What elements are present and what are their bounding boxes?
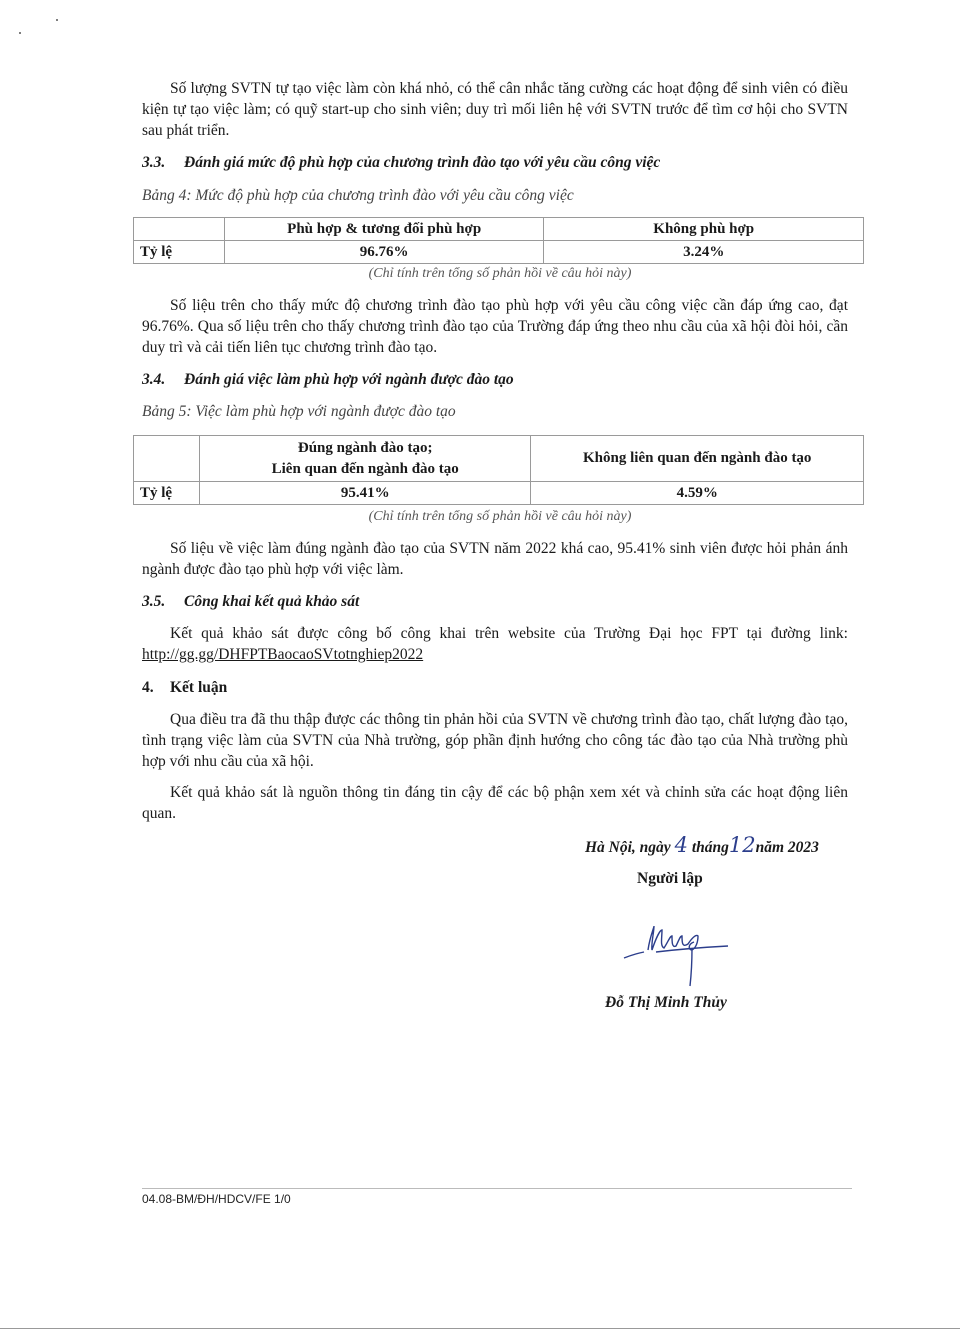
report-link[interactable]: http://gg.gg/DHFPTBaocaoSVtotnghiep2022 — [142, 646, 424, 663]
table-4 — [133, 217, 864, 264]
section-3-5-title: Công khai kết quả khảo sát — [184, 593, 360, 610]
table-5-value-unrelated: 4.59% — [531, 482, 864, 505]
footer-form-code: 04.08-BM/ĐH/HDCV/FE 1/0 — [142, 1192, 291, 1206]
date-prefix: Hà Nội, ngày — [585, 839, 675, 856]
table-4-row-label: Tỷ lệ — [134, 241, 225, 264]
handwritten-signature — [618, 918, 748, 990]
table-5-header-related-line2: Liên quan đến ngành đào tạo — [271, 460, 459, 477]
date-month-label: tháng — [687, 839, 729, 856]
table-5-header-related — [199, 436, 531, 482]
section-3-3-title: Đánh giá mức độ phù hợp của chương trình đào tạo với yêu cầu công việc — [184, 154, 661, 171]
table-row — [134, 482, 864, 505]
signer-name: Đỗ Thị Minh Thủy — [605, 994, 727, 1011]
conclusion-paragraph-1: Qua điều tra đã thu thập được các thông tin phản hồi của SVTN về chương trình đào tạo, chất lượng đào tạo, tình trạng việc làm của SVTN của Nhà trường, góp phần định hướng cho công tác đào tạo của Nhà trường phù hợp với nhu cầu của xã hội. — [142, 711, 848, 770]
section-3-4-title: Đánh giá việc làm phù hợp với ngành được đào tạo — [184, 371, 514, 388]
table-4-note: (Chỉ tính trên tổng số phản hồi về câu hỏi này) — [368, 266, 632, 281]
table-4-header-fit: Phù hợp & tương đối phù hợp — [224, 218, 544, 241]
table-row — [134, 241, 864, 264]
conclusion-paragraph-2: Kết quả khảo sát là nguồn thông tin đáng tin cậy để các bộ phận xem xét và chỉnh sửa các hoạt động liên quan. — [142, 784, 848, 822]
table-5-value-related: 95.41% — [199, 482, 531, 505]
table-5-caption: Bảng 5: Việc làm phù hợp với ngành được đào tạo — [142, 403, 456, 420]
section-3-5-number: 3.5. — [142, 593, 166, 610]
table-5-note: (Chỉ tính trên tổng số phản hồi về câu hỏi này) — [368, 509, 632, 524]
table-5 — [133, 435, 864, 505]
table-5-header-related-line1: Đúng ngành đào tạo; — [297, 439, 433, 456]
section-3-3-paragraph: Số liệu trên cho thấy mức độ chương trình đào tạo phù hợp với yêu cầu công việc cần đáp ứng cao, đạt 96.76%. Qua số liệu trên cho thấy chương trình đào tạo của Trường đáp ứng theo nhu cầu của xã hội đòi hỏi, cần duy trì và cải tiến liên tục chương trình đào tạo. — [142, 297, 848, 356]
date-day-handwritten: 4 — [674, 833, 688, 857]
section-3-5-heading — [142, 591, 359, 612]
table-5-header-row — [134, 436, 864, 482]
section-3-3-heading — [142, 152, 660, 173]
table-4-header-not-fit: Không phù hợp — [544, 218, 864, 241]
section-3-4-heading — [142, 369, 514, 390]
table-4-header-row — [134, 218, 864, 241]
signature-date-line — [585, 835, 819, 858]
table-4-caption: Bảng 4: Mức độ phù hợp của chương trình đào với yêu cầu công việc — [142, 187, 574, 204]
section-4-number: 4. — [142, 679, 154, 696]
section-3-5-text: Kết quả khảo sát được công bố công khai trên website của Trường Đại học FPT tại đường link: — [170, 625, 848, 642]
section-4-heading — [142, 677, 227, 698]
table-5-header-unrelated: Không liên quan đến ngành đào tạo — [531, 436, 864, 482]
section-3-3-number: 3.3. — [142, 154, 166, 171]
scan-specks — [0, 0, 80, 40]
table-4-value-not-fit: 3.24% — [544, 241, 864, 264]
date-year-label: năm 2023 — [755, 839, 819, 856]
table-4-value-fit: 96.76% — [224, 241, 544, 264]
signature-role: Người lập — [637, 870, 703, 887]
table-4-header-empty — [134, 218, 225, 241]
table-5-header-empty — [134, 436, 200, 482]
section-4-title: Kết luận — [170, 679, 228, 696]
section-3-4-paragraph: Số liệu về việc làm đúng ngành đào tạo của SVTN năm 2022 khá cao, 95.41% sinh viên được hỏi phản ánh ngành được đào tạo phù hợp với việc làm. — [142, 540, 848, 578]
page-bottom-edge — [0, 1328, 960, 1329]
intro-paragraph: Số lượng SVTN tự tạo việc làm còn khá nhỏ, có thể cân nhắc tăng cường các hoạt động để sinh viên có điều kiện tự tạo việc làm; có quỹ start-up cho sinh viên; duy trì mối liên hệ với SVTN trước để tìm cơ hội cho SVTN sau phát triển. — [142, 80, 848, 139]
table-5-row-label: Tỷ lệ — [134, 482, 200, 505]
section-3-4-number: 3.4. — [142, 371, 166, 388]
date-month-handwritten: 12 — [728, 833, 756, 857]
section-3-5-paragraph — [142, 623, 848, 665]
